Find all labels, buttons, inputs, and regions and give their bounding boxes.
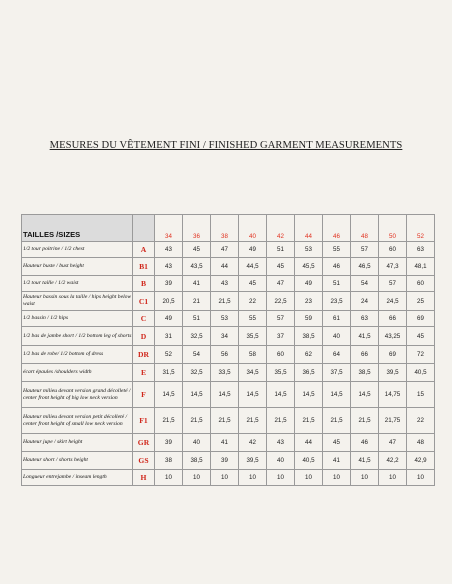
measurement-label: Longueur entrejambe / inseam length xyxy=(22,470,133,486)
measurement-code: C1 xyxy=(133,292,155,311)
measurement-code: GS xyxy=(133,452,155,470)
measurement-value: 38 xyxy=(155,452,183,470)
measurement-code: B1 xyxy=(133,258,155,276)
measurement-value: 31,5 xyxy=(155,364,183,382)
measurement-value: 31 xyxy=(155,327,183,346)
measurement-value: 60 xyxy=(407,276,435,292)
measurement-value: 14,5 xyxy=(183,382,211,408)
measurement-value: 46,5 xyxy=(351,258,379,276)
measurement-value: 46 xyxy=(351,434,379,452)
measurement-value: 69 xyxy=(407,311,435,327)
measurement-value: 10 xyxy=(379,470,407,486)
measurement-value: 38,5 xyxy=(183,452,211,470)
measurement-value: 45 xyxy=(407,327,435,346)
measurement-value: 20,5 xyxy=(155,292,183,311)
measurement-value: 39,5 xyxy=(239,452,267,470)
measurement-value: 49 xyxy=(155,311,183,327)
measurement-value: 22 xyxy=(239,292,267,311)
measurement-value: 63 xyxy=(351,311,379,327)
measurement-value: 66 xyxy=(351,346,379,364)
measurement-value: 25 xyxy=(407,292,435,311)
measurement-value: 21,75 xyxy=(379,408,407,434)
measurement-value: 21,5 xyxy=(323,408,351,434)
measurement-value: 62 xyxy=(295,346,323,364)
measurement-label: 1/2 bas de robe/ 1/2 bottom of dress xyxy=(22,346,133,364)
measurement-value: 32,5 xyxy=(183,364,211,382)
measurement-value: 42,9 xyxy=(407,452,435,470)
table-row xyxy=(22,346,435,364)
size-header-34: 34 xyxy=(155,215,183,242)
measurement-label: Hauteur short / shorts height xyxy=(22,452,133,470)
size-header-38: 38 xyxy=(211,215,239,242)
measurement-value: 21,5 xyxy=(239,408,267,434)
measurement-value: 41 xyxy=(183,276,211,292)
measurement-value: 38,5 xyxy=(295,327,323,346)
measurement-value: 64 xyxy=(323,346,351,364)
size-header-36: 36 xyxy=(183,215,211,242)
measurement-value: 47,3 xyxy=(379,258,407,276)
measurement-value: 10 xyxy=(155,470,183,486)
size-header-48: 48 xyxy=(351,215,379,242)
measurement-value: 39 xyxy=(211,452,239,470)
measurement-value: 21,5 xyxy=(295,408,323,434)
measurement-value: 14,5 xyxy=(295,382,323,408)
table-header-row xyxy=(22,215,435,242)
measurement-value: 41,5 xyxy=(351,452,379,470)
measurement-value: 14,5 xyxy=(211,382,239,408)
measurement-value: 34 xyxy=(211,327,239,346)
size-header-46: 46 xyxy=(323,215,351,242)
page-title: MESURES DU VÊTEMENT FINI / FINISHED GARMENT MEASUREMENTS xyxy=(49,140,403,151)
measurement-value: 14,5 xyxy=(323,382,351,408)
measurement-label: Hauteur bassin sous la taille / hips height below waist xyxy=(22,292,133,311)
measurement-value: 37,5 xyxy=(323,364,351,382)
table-row xyxy=(22,327,435,346)
measurement-code: DR xyxy=(133,346,155,364)
measurement-value: 63 xyxy=(407,242,435,258)
measurement-value: 41,5 xyxy=(351,327,379,346)
size-header-44: 44 xyxy=(295,215,323,242)
measurement-value: 46 xyxy=(323,258,351,276)
measurement-value: 43,5 xyxy=(183,258,211,276)
measurement-value: 45 xyxy=(239,276,267,292)
measurement-code: H xyxy=(133,470,155,486)
measurement-value: 23 xyxy=(295,292,323,311)
measurement-value: 66 xyxy=(379,311,407,327)
measurement-code: D xyxy=(133,327,155,346)
measurement-value: 49 xyxy=(239,242,267,258)
measurement-value: 22,5 xyxy=(267,292,295,311)
measurement-value: 33,5 xyxy=(211,364,239,382)
measurement-value: 43 xyxy=(211,276,239,292)
measurement-value: 40,5 xyxy=(407,364,435,382)
measurement-value: 44 xyxy=(211,258,239,276)
measurement-value: 21,5 xyxy=(211,408,239,434)
measurement-value: 48 xyxy=(407,434,435,452)
measurement-label: Hauteur milieu devant version petit décolleté / center front height of small low neck version xyxy=(22,408,133,434)
measurement-code: C xyxy=(133,311,155,327)
measurement-value: 14,5 xyxy=(351,382,379,408)
measurement-value: 21 xyxy=(183,292,211,311)
measurement-label: Hauteur jupe / skirt height xyxy=(22,434,133,452)
measurement-label: Hauteur milieu devant version grand décolleté / center front height of big low neck version xyxy=(22,382,133,408)
measurement-code: E xyxy=(133,364,155,382)
measurement-value: 10 xyxy=(407,470,435,486)
measurement-value: 57 xyxy=(351,242,379,258)
measurement-value: 32,5 xyxy=(183,327,211,346)
table-row xyxy=(22,382,435,408)
measurement-code: B xyxy=(133,276,155,292)
measurement-value: 60 xyxy=(267,346,295,364)
measurement-value: 21,5 xyxy=(267,408,295,434)
measurement-value: 34,5 xyxy=(239,364,267,382)
size-header-52: 52 xyxy=(407,215,435,242)
measurement-value: 51 xyxy=(183,311,211,327)
measurement-value: 57 xyxy=(267,311,295,327)
measurement-value: 43 xyxy=(155,258,183,276)
measurement-value: 10 xyxy=(211,470,239,486)
measurement-code: F xyxy=(133,382,155,408)
measurement-value: 42 xyxy=(239,434,267,452)
measurement-value: 10 xyxy=(183,470,211,486)
measurement-value: 14,75 xyxy=(379,382,407,408)
measurement-value: 10 xyxy=(351,470,379,486)
measurement-value: 10 xyxy=(323,470,351,486)
measurement-value: 21,5 xyxy=(211,292,239,311)
measurement-value: 54 xyxy=(351,276,379,292)
table-row xyxy=(22,242,435,258)
measurement-value: 61 xyxy=(323,311,351,327)
table-row xyxy=(22,258,435,276)
measurement-value: 40 xyxy=(323,327,351,346)
measurement-value: 36,5 xyxy=(295,364,323,382)
measurement-value: 10 xyxy=(239,470,267,486)
table-row xyxy=(22,364,435,382)
measurement-value: 10 xyxy=(295,470,323,486)
table-row xyxy=(22,276,435,292)
measurement-value: 24 xyxy=(351,292,379,311)
measurement-value: 51 xyxy=(323,276,351,292)
measurement-value: 41 xyxy=(323,452,351,470)
measurement-value: 39 xyxy=(155,434,183,452)
table-row xyxy=(22,434,435,452)
table-row xyxy=(22,470,435,486)
measurement-value: 45,5 xyxy=(295,258,323,276)
measurement-value: 60 xyxy=(379,242,407,258)
size-header-50: 50 xyxy=(379,215,407,242)
measurement-value: 23,5 xyxy=(323,292,351,311)
measurement-label: Hauteur buste / bust height xyxy=(22,258,133,276)
measurements-table xyxy=(21,214,435,486)
measurement-value: 14,5 xyxy=(239,382,267,408)
measurement-value: 69 xyxy=(379,346,407,364)
measurement-value: 40 xyxy=(267,452,295,470)
measurement-value: 55 xyxy=(323,242,351,258)
measurement-value: 56 xyxy=(211,346,239,364)
measurement-code: GR xyxy=(133,434,155,452)
measurement-label: 1/2 bassin / 1/2 hips xyxy=(22,311,133,327)
measurement-value: 40 xyxy=(183,434,211,452)
measurement-value: 48,1 xyxy=(407,258,435,276)
measurement-value: 45 xyxy=(323,434,351,452)
measurement-value: 42,2 xyxy=(379,452,407,470)
measurement-value: 40,5 xyxy=(295,452,323,470)
measurement-value: 21,5 xyxy=(155,408,183,434)
measurement-value: 21,5 xyxy=(351,408,379,434)
size-header-42: 42 xyxy=(267,215,295,242)
table-row xyxy=(22,311,435,327)
measurement-value: 35,5 xyxy=(239,327,267,346)
size-header-40: 40 xyxy=(239,215,267,242)
measurement-value: 35,5 xyxy=(267,364,295,382)
measurement-value: 39,5 xyxy=(379,364,407,382)
measurement-value: 45 xyxy=(183,242,211,258)
measurement-value: 10 xyxy=(267,470,295,486)
measurement-value: 47 xyxy=(379,434,407,452)
measurement-value: 39 xyxy=(155,276,183,292)
measurement-value: 52 xyxy=(155,346,183,364)
measurement-value: 51 xyxy=(267,242,295,258)
measurement-code: A xyxy=(133,242,155,258)
measurement-value: 49 xyxy=(295,276,323,292)
measurement-label: écart épaules /shoulders width xyxy=(22,364,133,382)
measurement-value: 15 xyxy=(407,382,435,408)
measurement-label: 1/2 bas de jambe short / 1/2 bottom leg of shorts xyxy=(22,327,133,346)
measurement-value: 45 xyxy=(267,258,295,276)
table-row xyxy=(22,408,435,434)
measurement-value: 55 xyxy=(239,311,267,327)
measurement-value: 38,5 xyxy=(351,364,379,382)
table-row xyxy=(22,292,435,311)
measurement-code: F1 xyxy=(133,408,155,434)
measurement-value: 37 xyxy=(267,327,295,346)
measurement-value: 47 xyxy=(211,242,239,258)
code-header-cell xyxy=(133,215,155,242)
measurement-value: 44,5 xyxy=(239,258,267,276)
measurement-value: 47 xyxy=(267,276,295,292)
measurement-value: 43 xyxy=(267,434,295,452)
measurement-value: 14,5 xyxy=(267,382,295,408)
measurement-value: 53 xyxy=(211,311,239,327)
measurement-value: 41 xyxy=(211,434,239,452)
sizes-header-label: TAILLES /SIZES xyxy=(22,215,133,242)
measurement-value: 21,5 xyxy=(183,408,211,434)
measurement-label: 1/2 tour taille / 1/2 waist xyxy=(22,276,133,292)
measurement-value: 72 xyxy=(407,346,435,364)
measurement-value: 58 xyxy=(239,346,267,364)
measurement-value: 57 xyxy=(379,276,407,292)
measurement-label: 1/2 tour poitrine / 1/2 chest xyxy=(22,242,133,258)
measurement-value: 44 xyxy=(295,434,323,452)
measurement-value: 14,5 xyxy=(155,382,183,408)
measurement-value: 24,5 xyxy=(379,292,407,311)
measurement-value: 43 xyxy=(155,242,183,258)
measurement-value: 54 xyxy=(183,346,211,364)
measurement-value: 59 xyxy=(295,311,323,327)
measurement-value: 53 xyxy=(295,242,323,258)
table-row xyxy=(22,452,435,470)
measurement-value: 22 xyxy=(407,408,435,434)
measurement-value: 43,25 xyxy=(379,327,407,346)
